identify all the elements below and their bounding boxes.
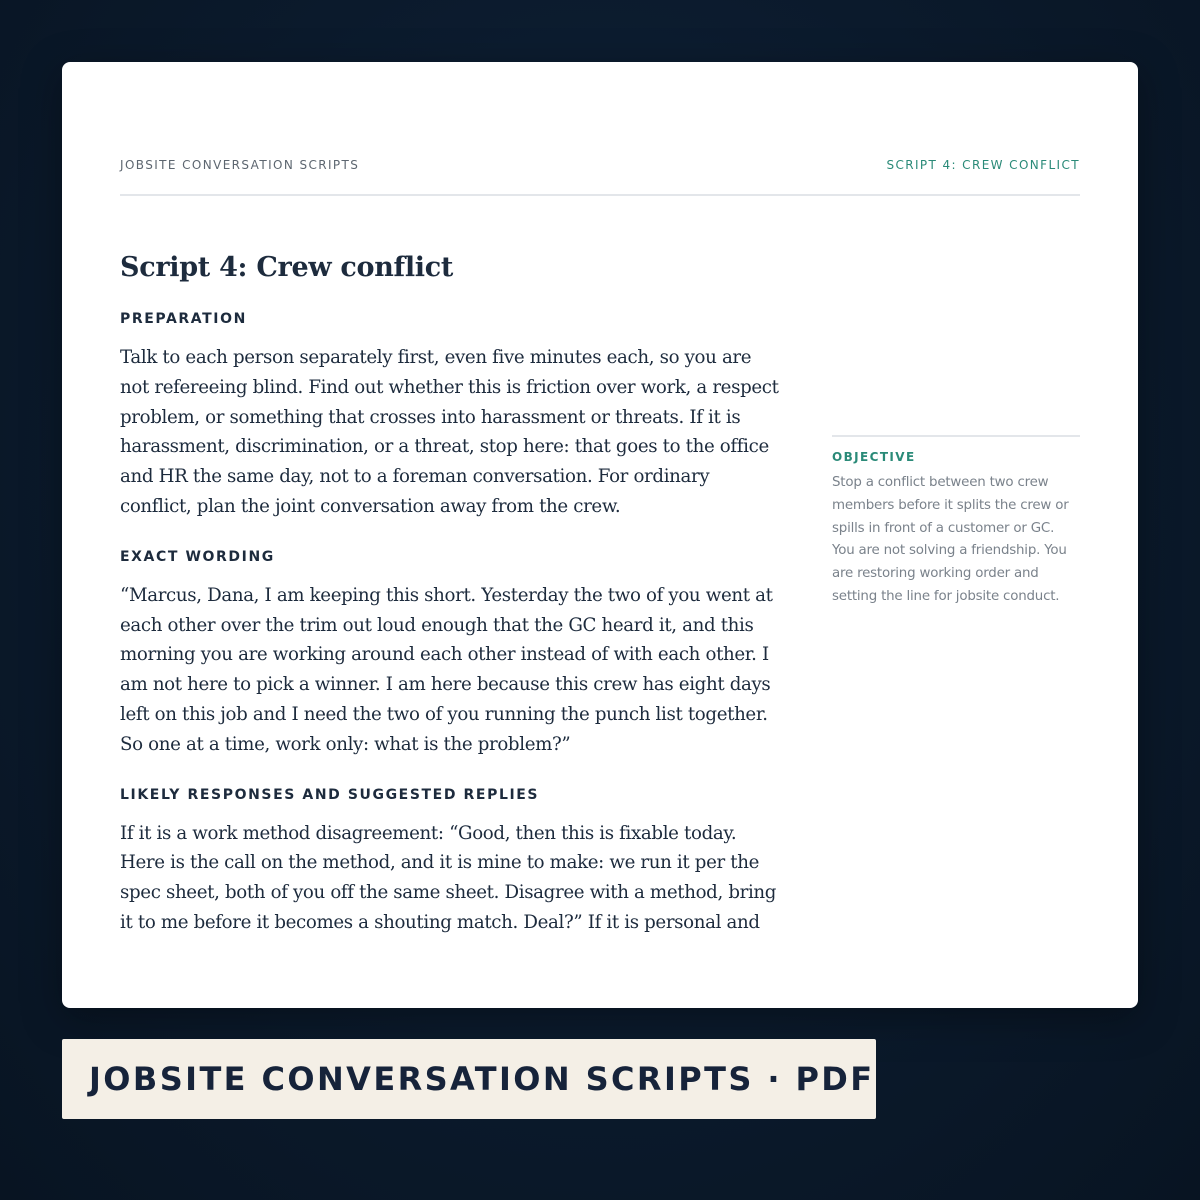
- banner-label: JOBSITE CONVERSATION SCRIPTS · PDF: [89, 1060, 875, 1098]
- exact-wording-heading: EXACT WORDING: [120, 548, 275, 565]
- objective-sidebar: [832, 435, 1080, 609]
- exact-wording-text: “Marcus, Dana, I am keeping this short. Yesterday the two of you went at each other over the trim out loud enough that the GC heard it, and this morning you are working around each other instead of with each other. I am not here to pick a winner. I am here because this crew has eight days left on this job and I need the two of you running the punch list together. So one at a time, work only: what is the problem?”: [120, 584, 773, 755]
- likely-responses-text: If it is a work method disagreement: “Good, then this is fixable today. Here is the call on the method, and it is mine to make: we run it per the spec sheet, both of you off the same sheet. Disagree with a method, bring it to me before it becomes a shouting match. Deal?” If it is personal and: [120, 822, 777, 933]
- preparation-heading: PREPARATION: [120, 311, 247, 327]
- page-title: Script 4: Crew conflict: [120, 252, 454, 283]
- document-page: [62, 62, 1138, 1008]
- likely-responses-heading: LIKELY RESPONSES AND SUGGESTED REPLIES: [120, 786, 540, 803]
- header-section-name: SCRIPT 4: CREW CONFLICT: [886, 158, 1080, 172]
- product-banner: [62, 1039, 876, 1119]
- header-document-name: JOBSITE CONVERSATION SCRIPTS: [120, 158, 360, 172]
- running-header: [120, 158, 1080, 196]
- main-column: [120, 252, 780, 966]
- preparation-text: Talk to each person separately first, even five minutes each, so you are not refereeing blind. Find out whether this is friction over work, a respect problem, or something that crosses into harassment or threats. If it is harassment, discrimination, or a threat, stop here: that goes to the office and HR the same day, not to a foreman conversation. For ordinary conflict, plan the joint conversation away from the crew.: [120, 347, 779, 517]
- objective-text: Stop a conflict between two crew members before it splits the crew or spills in front of a customer or GC. You are not solving a friendship. You are restoring working order and setting the line for jobsite conduct.: [832, 475, 1069, 604]
- objective-heading: OBJECTIVE: [832, 450, 916, 464]
